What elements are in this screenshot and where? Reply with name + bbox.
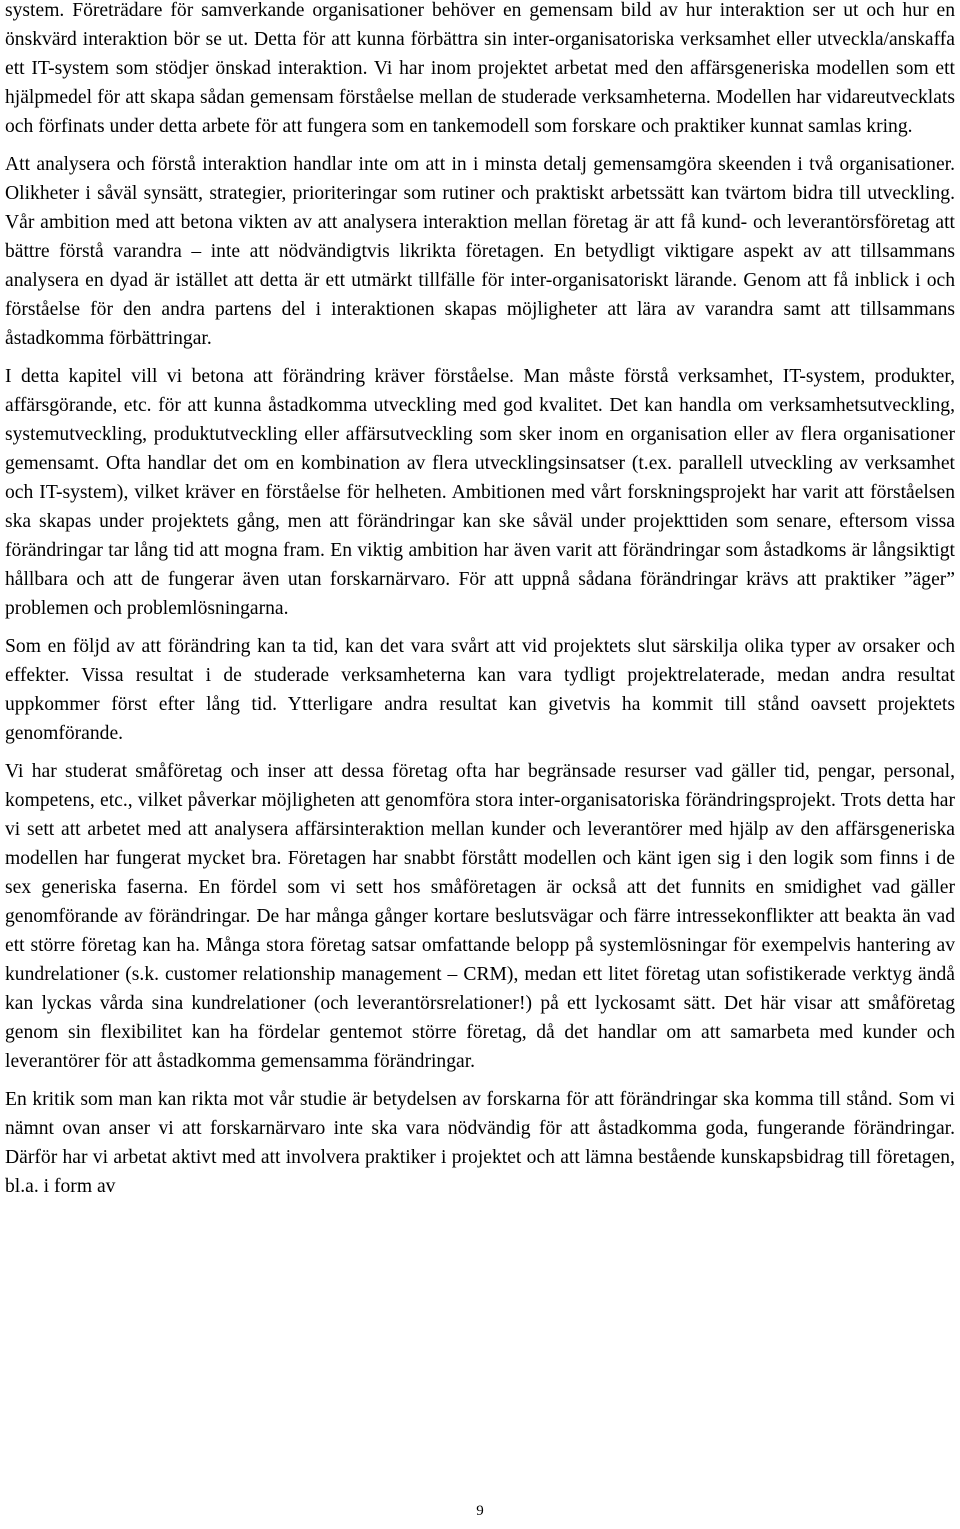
page-number: 9 <box>476 1503 484 1519</box>
paragraph-5: Vi har studerat småföretag och inser att dessa företag ofta har begränsade resurser vad gäller tid, pengar, personal, kompetens, etc., vilket påverkar möjligheten att genomföra stora inter-organisatoriska förändringsprojekt. Trots detta har vi sett att arbetet med att analysera affärsinteraktion mellan kunder och leverantörer med hjälp av den affärsgeneriska modellen har fungerat mycket bra. Företagen har snabbt förstått modellen och känt igen sig i den logik som finns i de sex generiska faserna. En fördel som vi sett hos småföretagen är också att det funnits en smidighet vad gäller genomförande av förändringar. De har många gånger kortare beslutsvägar och färre intressekonflikter att beakta än vad ett större företag kan ha. Många stora företag satsar omfattande belopp på systemlösningar för exempelvis hantering av kundrelationer (s.k. customer relationship management – CRM), medan ett litet företag utan sofistikerade verktyg ändå kan lyckas vårda sina kundrelationer (och leverantörsrelationer!) på ett lyckosamt sätt. Det här visar att småföretag genom sin flexibilitet kan ha fördelar gentemot större företag, då det handlar om att samarbeta med kunder och leverantörer för att åstadkomma gemensamma förändringar. <box>5 761 955 1072</box>
paragraph-3: I detta kapitel vill vi betona att förändring kräver förståelse. Man måste förstå verksamhet, IT-system, produkter, affärsgörande, etc. för att kunna åstadkomma utveckling med god kvalitet. Det kan handla om verksamhetsutveckling, systemutveckling, produktutveckling eller affärsutveckling som sker inom en organisation eller av flera organisationer gemensamt. Ofta handlar det om en kombination av flera utvecklingsinsatser (t.ex. parallell utveckling av verksamhet och IT-system), vilket kräver en förståelse för helheten. Ambitionen med vårt forskningsprojekt har varit att förståelsen ska skapas under projektets gång, men att förändringar kan ske såväl under projekttiden som senare, eftersom vissa förändringar tar lång tid att mogna fram. En viktig ambition har även varit att förändringar som åstadkoms är långsiktigt hållbara och att de fungerar även utan forskarnärvaro. För att uppnå sådana förändringar krävs att praktiker ”äger” problemen och problemlösningarna. <box>5 366 955 619</box>
paragraph-2: Att analysera och förstå interaktion handlar inte om att in i minsta detalj gemensamgöra skeenden i två organisationer. Olikheter i såväl synsätt, strategier, prioriteringar som rutiner och praktiskt arbetssätt kan tvärtom bidra till utveckling. Vår ambition med att betona vikten av att analysera interaktion mellan företag är att få kund- och leverantörsföretag att bättre förstå varandra – inte att nödvändigtvis likrikta företagen. En betydligt viktigare aspekt av att tillsammans analysera en dyad är istället att detta är ett utmärkt tillfälle för inter-organisatoriskt lärande. Genom att få inblick i och förståelse för den andra partens del i interaktionen skapas möjligheter att lära av varandra samt att tillsammans åstadkomma förbättringar. <box>5 154 955 349</box>
paragraph-1: system. Företrädare för samverkande organisationer behöver en gemensam bild av hur interaktion ser ut och hur en önskvärd interaktion bör se ut. Detta för att kunna förbättra sin inter-organisatoriska verksamhet eller utveckla/anskaffa ett IT-system som stödjer önskad interaktion. Vi har inom projektet arbetat med den affärsgeneriska modellen som ett hjälpmedel för att skapa sådan gemensam förståelse mellan de studerade verksamheterna. Modellen har vidareutvecklats och förfinats under detta arbete för att fungera som en tankemodell som forskare och praktiker kunnat samlas kring. <box>5 0 955 137</box>
paragraph-4: Som en följd av att förändring kan ta tid, kan det vara svårt att vid projektets slut särskilja olika typer av orsaker och effekter. Vissa resultat i de studerade verksamheterna kan vara tydligt projektrelaterade, medan andra resultat uppkommer först efter lång tid. Ytterligare andra resultat kan givetvis ha kommit till stånd oavsett projektets genomförande. <box>5 636 955 744</box>
paragraph-6: En kritik som man kan rikta mot vår studie är betydelsen av forskarna för att förändringar ska komma till stånd. Som vi nämnt ovan anser vi att forskarnärvaro inte ska vara nödvändig för att åstadkomma goda, fungerande förändringar. Därför har vi arbetat aktivt med att involvera praktiker i projektet och att lämna bestående kunskapsbidrag till företagen, bl.a. i form av <box>5 1089 955 1197</box>
document-body <box>5 0 955 1210</box>
